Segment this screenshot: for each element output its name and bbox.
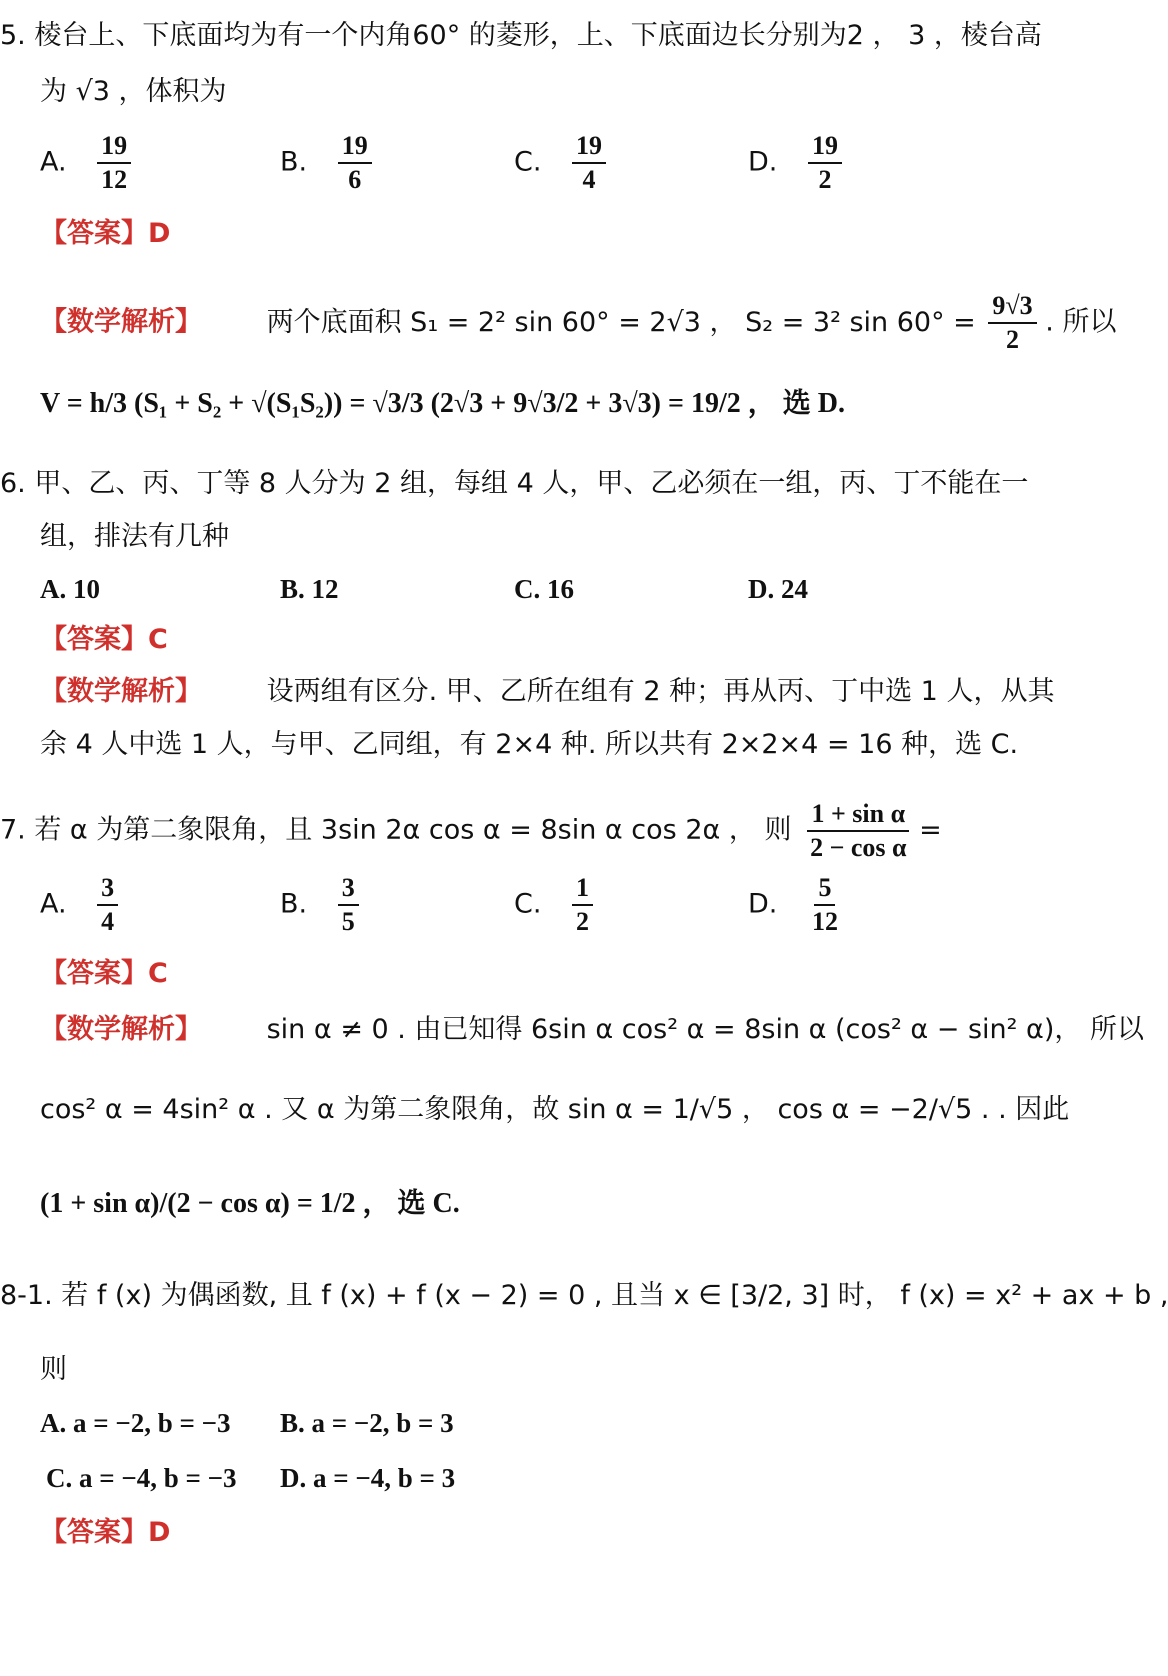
q8-option-b: B. a = −2, b = 3	[280, 1408, 454, 1438]
q5-stem-line2: 为 √3 ，体积为	[40, 76, 227, 107]
stem-text: 7. 若 α 为第二象限角，且 3sin 2α cos α = 8sin α cos 2α ， 则	[0, 814, 792, 846]
option-letter: C.	[514, 888, 542, 920]
analysis-text: 设两组有区分. 甲、乙所在组有 2 种；再从丙、丁中选 1 人，从其	[266, 676, 1055, 707]
analysis-label: 【数学解析】	[40, 1014, 202, 1045]
q7-stem	[0, 798, 942, 864]
analysis-frac-num: 9√3	[988, 290, 1036, 324]
q7-option-d	[748, 872, 842, 938]
q8-option-d: D. a = −4, b = 3	[280, 1463, 456, 1493]
q5-analysis-line1	[40, 290, 1116, 356]
option-denominator: 2	[818, 165, 832, 194]
option-numerator: 19	[572, 130, 606, 164]
q5-option-c	[514, 130, 606, 196]
q5-stem-line1: 5. 棱台上、下底面均为有一个内角60° 的菱形，上、下底面边长分别为2 ， 3 ，棱台高	[0, 20, 1042, 51]
option-letter: D.	[748, 146, 778, 178]
option-letter: A.	[40, 146, 67, 178]
q6-option-d: D. 24	[748, 574, 808, 604]
option-letter: B.	[280, 888, 308, 920]
q5-analysis-line2: V = h/3 (S₁ + S₂ + √(S₁S₂)) = √3/3 (2√3 + 9√3/2 + 3√3) = 19/2 ， 选 D.	[40, 388, 845, 419]
q6-analysis-line1	[40, 674, 1054, 710]
answer-value: D	[148, 1517, 171, 1548]
q8-stem-line1: 8-1. 若 f (x) 为偶函数, 且 f (x) + f (x − 2) = 0 , 且当 x ∈ [3/2, 3] 时， f (x) = x² + ax + b ,	[0, 1280, 1168, 1311]
option-numerator: 19	[808, 130, 842, 164]
option-numerator: 3	[338, 872, 359, 906]
q7-analysis-line3: (1 + sin α)/(2 − cos α) = 1/2 ， 选 C.	[40, 1188, 460, 1219]
stem-frac-den: 2 − cos α	[810, 833, 907, 862]
option-denominator: 5	[341, 907, 355, 936]
answer-label: 【答案】	[40, 624, 148, 655]
q8-option-c: C. a = −4, b = −3	[46, 1463, 237, 1493]
q5-option-b	[280, 130, 372, 196]
option-denominator: 2	[576, 907, 590, 936]
analysis-frac-den: 2	[1006, 325, 1020, 354]
q5-option-a	[40, 130, 131, 196]
option-denominator: 12	[101, 165, 128, 194]
q7-option-a	[40, 872, 118, 938]
option-numerator: 3	[97, 872, 118, 906]
option-letter: C.	[514, 146, 542, 178]
option-denominator: 4	[582, 165, 596, 194]
option-numerator: 5	[814, 872, 835, 906]
q6-stem-line2: 组，排法有几种	[40, 521, 229, 552]
answer-value: C	[148, 624, 168, 655]
q6-analysis-line2: 余 4 人中选 1 人，与甲、乙同组，有 2×4 种. 所以共有 2×2×4 = 16 种，选 C.	[40, 729, 1019, 760]
option-letter: A.	[40, 888, 67, 920]
q8-answer	[40, 1515, 170, 1551]
q6-stem-line1: 6. 甲、乙、丙、丁等 8 人分为 2 组，每组 4 人，甲、乙必须在一组，丙、丁不能在一	[0, 468, 1029, 499]
q5-option-d	[748, 130, 842, 196]
option-denominator: 12	[811, 907, 838, 936]
q6-option-a: A. 10	[40, 574, 100, 604]
analysis-label: 【数学解析】	[40, 676, 202, 707]
q7-analysis-line1	[40, 1012, 1144, 1048]
answer-label: 【答案】	[40, 1517, 148, 1548]
analysis-tail: . 所以	[1045, 306, 1117, 338]
q5-answer	[40, 216, 170, 252]
option-numerator: 19	[338, 130, 372, 164]
analysis-text: 两个底面积 S₁ = 2² sin 60° = 2√3 ， S₂ = 3² sin 60° =	[266, 306, 976, 338]
option-denominator: 6	[348, 165, 362, 194]
q7-option-b	[280, 872, 359, 938]
stem-frac-num: 1 + sin α	[807, 798, 909, 832]
option-denominator: 4	[101, 907, 115, 936]
analysis-label: 【数学解析】	[40, 306, 202, 338]
q8-option-a: A. a = −2, b = −3	[40, 1408, 231, 1438]
answer-label: 【答案】	[40, 958, 148, 989]
answer-value: D	[148, 218, 171, 249]
q6-option-c: C. 16	[514, 574, 574, 604]
q6-option-b: B. 12	[280, 574, 339, 604]
analysis-text: sin α ≠ 0 . 由已知得 6sin α cos² α = 8sin α (cos² α − sin² α)， 所以	[266, 1014, 1144, 1045]
answer-label: 【答案】	[40, 218, 148, 249]
q6-answer	[40, 622, 168, 658]
q8-stem-line2: 则	[40, 1354, 67, 1385]
stem-tail: =	[919, 814, 942, 846]
q7-option-c	[514, 872, 593, 938]
option-letter: D.	[748, 888, 778, 920]
option-letter: B.	[280, 146, 308, 178]
option-numerator: 1	[572, 872, 593, 906]
q7-analysis-line2: cos² α = 4sin² α . 又 α 为第二象限角，故 sin α = 1/√5 ， cos α = −2/√5 . . 因此	[40, 1094, 1070, 1125]
answer-value: C	[148, 958, 168, 989]
option-numerator: 19	[97, 130, 131, 164]
q7-answer	[40, 956, 168, 992]
